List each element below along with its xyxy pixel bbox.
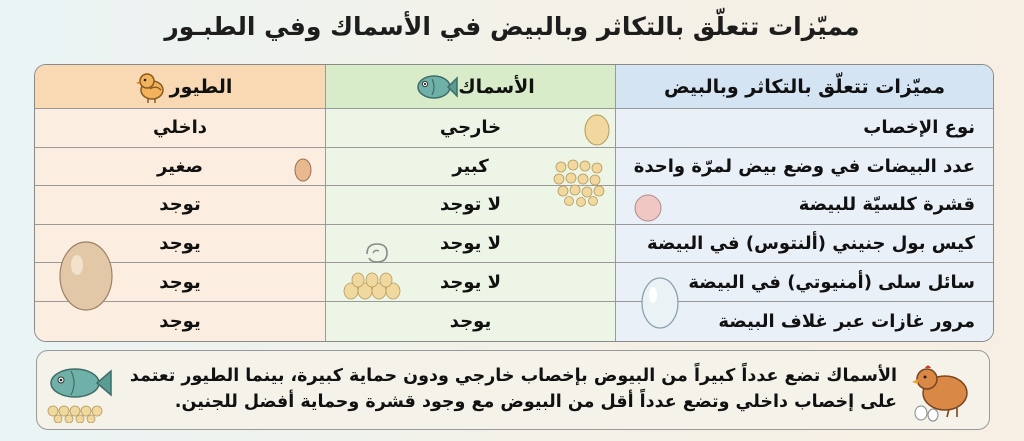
birds-value-cell: داخلي [35, 109, 325, 148]
feature-cell: نوع الإخصاب [615, 109, 993, 148]
fish-value-cell: لا يوجد [325, 263, 615, 302]
header-birds [35, 65, 325, 109]
page-title: مميّزات تتعلّق بالتكاثر وبالبيض في الأسماك وفي الطبـور [164, 12, 860, 41]
bird-icon [136, 70, 170, 104]
feature-cell: كيس بول جنيني (ألنتوس) في البيضة [615, 225, 993, 264]
fish-value-cell: يوجد [325, 302, 615, 341]
bird-egg-small-icon [293, 157, 313, 183]
amniotic-egg-icon [639, 273, 681, 331]
fish-egg-cluster-icon [551, 157, 611, 207]
header-fish [325, 65, 615, 109]
birds-value-cell: صغير [35, 148, 325, 187]
shell-egg-icon [631, 193, 665, 223]
header-features-label: مميّزات تتعلّق بالتكاثر وبالبيض [664, 75, 945, 98]
summary-text [117, 363, 897, 415]
birds-value-cell: توجد [35, 186, 325, 225]
fish-value-cell: خارجي [325, 109, 615, 148]
hen-illustration [909, 359, 979, 423]
bird-egg-large-icon [57, 235, 115, 313]
summary-line-1: الأسماك تضع عدداً كبيراً من البيوض بإخصاب خارجي ودون حماية كبيرة، بينما الطيور تعتمد [129, 366, 897, 386]
birds-value-cell: يوجد [35, 302, 325, 341]
header-fish-label: الأسماك [458, 75, 535, 98]
fish-egg-single-icon [583, 113, 611, 147]
header-birds-label: الطيور [169, 75, 233, 98]
egg-row-icon [343, 271, 403, 301]
feature-cell: قشرة كلسيّة للبيضة [615, 186, 993, 225]
summary-note [36, 350, 990, 430]
fish-value-cell: كبير [325, 148, 615, 187]
feature-cell: عدد البيضات في وضع بيض لمرّة واحدة [615, 148, 993, 187]
feature-cell: مرور غازات عبر غلاف البيضة [615, 302, 993, 341]
embryo-sac-icon [363, 240, 391, 266]
birds-value-cell: يوجد [35, 263, 325, 302]
feature-cell: سائل سلى (أمنيوتي) في البيضة [615, 263, 993, 302]
header-features [615, 65, 993, 109]
birds-value-cell: يوجد [35, 225, 325, 264]
fish-value-cell: لا توجد [325, 186, 615, 225]
fish-value-cell: لا يوجد [325, 225, 615, 264]
summary-line-2: على إخصاب داخلي وتضع عدداً أقل من البيوض مع وجود قشرة وحماية أفضل للجنين. [174, 392, 897, 412]
fish-illustration [45, 359, 115, 423]
comparison-table [34, 64, 994, 342]
fish-icon [414, 71, 458, 103]
